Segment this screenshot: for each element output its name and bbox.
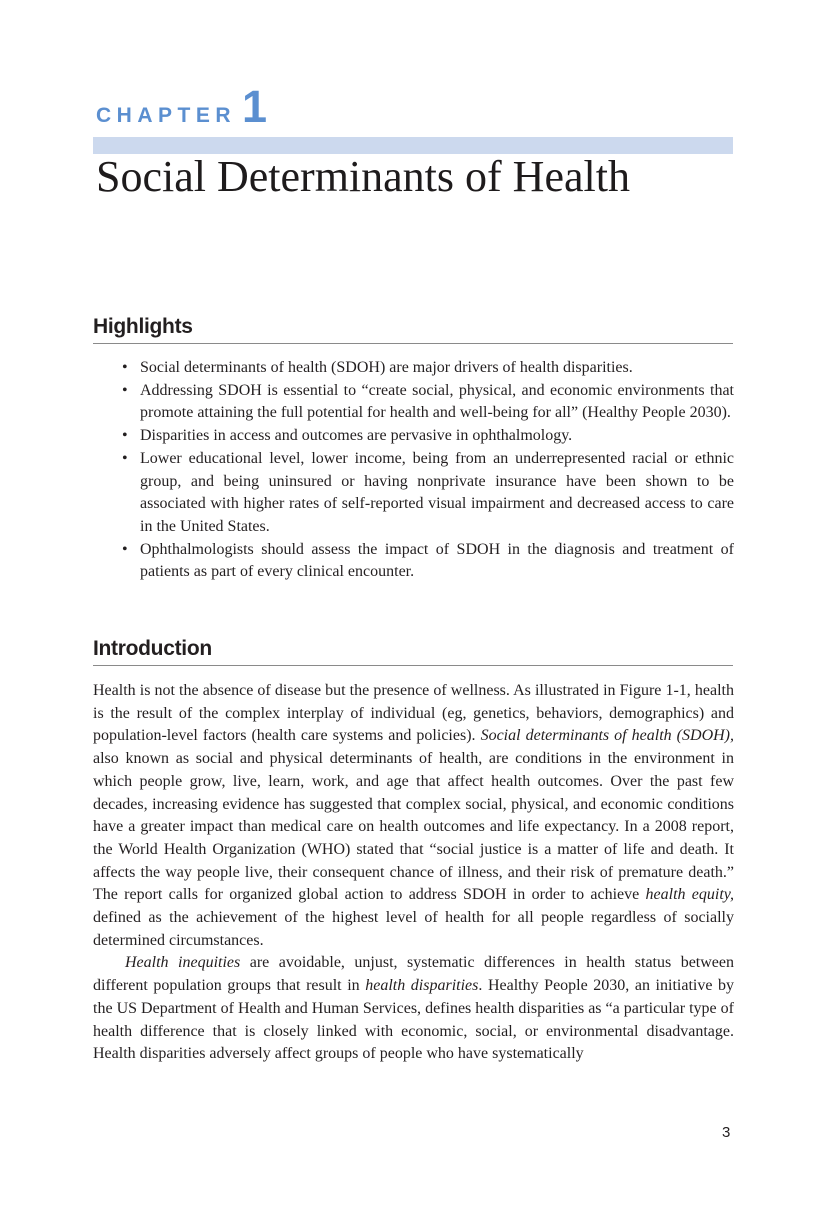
- text-run: also known as social and physical determinants of health, are conditions in the environment in which people grow, live, learn, work, and age that affect health outcomes. Over the past few decades, increasing evidence has suggested that complex social, physical, and economic conditions have a greater impact than medical care on health outcomes and life expectancy. In a 2008 report, the World Health Organization (WHO) stated that “social justice is a matter of life and death. It affects the way people live, their consequent chance of illness, and their risk of premature death.” The report calls for organized global action to address SDOH in order to achieve: [93, 750, 734, 904]
- highlight-item: • Ophthalmologists should assess the impact of SDOH in the diagnosis and treatment of patients as part of every clinical encounter.: [120, 539, 734, 584]
- introduction-paragraph-1: [93, 680, 734, 952]
- highlight-item: • Lower educational level, lower income, being from an underrepresented racial or ethnic group, and being uninsured or having nonprivate insurance have been shown to be associated with higher rates of self-reported visual impairment and decreased access to care in the United States.: [120, 448, 734, 539]
- text-run: Health is not the absence of disease but the presence of wellness. As illustrated in Figure 1-1, health is the result of the complex interplay of individual (eg, genetics, behaviors, demographics) and population-level factors (health care systems and policies).: [93, 682, 734, 745]
- introduction-body: [93, 680, 734, 1066]
- chapter-title: Social Determinants of Health: [96, 152, 630, 201]
- text-run: defined as the achievement of the highest level of health for all people regardless of socially determined circumstances.: [93, 909, 734, 949]
- chapter-number: 1: [242, 81, 268, 132]
- page-number: 3: [722, 1124, 731, 1141]
- highlights-heading: Highlights: [93, 314, 733, 344]
- highlight-item: • Disparities in access and outcomes are pervasive in ophthalmology.: [120, 425, 734, 448]
- chapter-word: CHAPTER: [96, 104, 237, 127]
- defined-term: health equity,: [645, 886, 735, 904]
- defined-term: Health inequities: [125, 954, 241, 972]
- highlights-list: [120, 357, 734, 584]
- introduction-paragraph-2: [93, 952, 734, 1066]
- chapter-label: [96, 81, 268, 132]
- text-run: are avoidable, unjust, systematic differences in health status between different population groups that result in: [93, 954, 734, 995]
- defined-term: Social determinants of health (SDOH),: [480, 727, 735, 745]
- highlight-item: • Social determinants of health (SDOH) are major drivers of health disparities.: [120, 357, 734, 380]
- introduction-heading: Introduction: [93, 636, 733, 666]
- highlight-item: • Addressing SDOH is essential to “create social, physical, and economic environments that promote attaining the full potential for health and well-being for all” (Healthy People 2030).: [120, 380, 734, 425]
- defined-term: health disparities: [365, 977, 479, 995]
- text-run: . Healthy People 2030, an initiative by the US Department of Health and Human Services, defines health disparities as “a particular type of health difference that is closely linked with economic, social, or environmental disadvantage. Health disparities adversely affect groups of people who have systematically: [93, 977, 735, 1063]
